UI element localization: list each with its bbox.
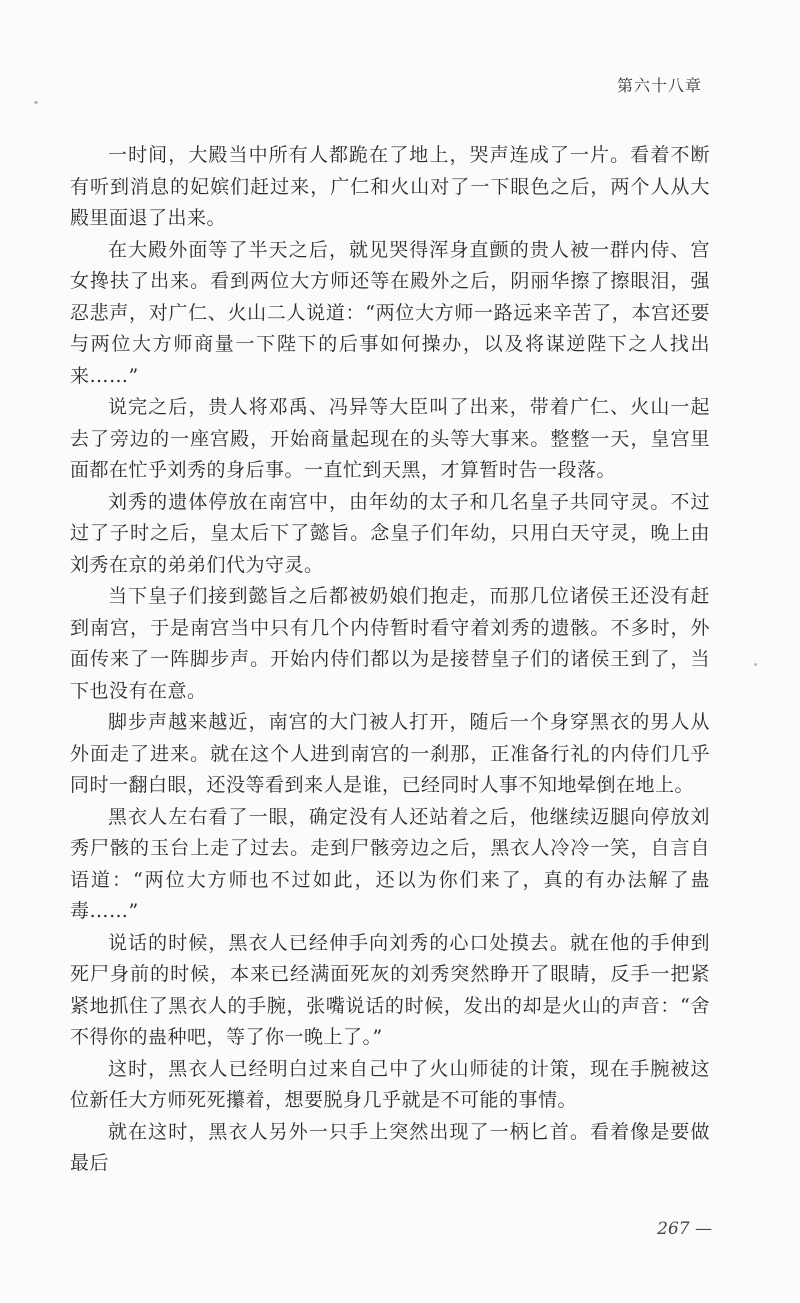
body-text — [70, 140, 710, 1180]
paragraph: 说完之后，贵人将邓禹、冯异等大臣叫了出来，带着广仁、火山一起去了旁边的一座宫殿，开始商量起现在的头等大事来。整整一天，皇宫里面都在忙乎刘秀的身后事。一直忙到天黑，才算暂时告一段落。 — [70, 396, 710, 481]
scan-speck — [754, 663, 757, 666]
paragraph: 脚步声越来越近，南宫的大门被人打开，随后一个身穿黑衣的男人从外面走了进来。就在这个人进到南宫的一刹那，正准备行礼的内侍们几乎同时一翻白眼，还没等看到来人是谁，已经同时人事不知地晕倒在地上。 — [70, 711, 710, 796]
page-footer — [657, 1219, 712, 1239]
paragraph: 这时，黑衣人已经明白过来自己中了火山师徒的计策，现在手腕被这位新任大方师死死攥着，想要脱身几乎就是不可能的事情。 — [70, 1057, 710, 1111]
paragraph: 刘秀的遗体停放在南宫中，由年幼的太子和几名皇子共同守灵。不过过了子时之后，皇太后下了懿旨。念皇子们年幼，只用白天守灵，晚上由刘秀在京的弟弟们代为守灵。 — [70, 490, 710, 576]
paragraph: 说话的时候，黑衣人已经伸手向刘秀的心口处摸去。就在他的手伸到死尸身前的时候，本来已经满面死灰的刘秀突然睁开了眼睛，反手一把紧紧地抓住了黑衣人的手腕，张嘴说话的时候，发出的却是火山的声音：“舍不得你的蛊种吧，等了你一晚上了。” — [70, 931, 710, 1048]
page-number-dash: — — [695, 1219, 712, 1239]
scan-speck — [34, 101, 38, 104]
paragraph: 就在这时，黑衣人另外一只手上突然出现了一柄匕首。看着像是要做最后 — [70, 1120, 710, 1174]
paragraph: 当下皇子们接到懿旨之后都被奶娘们抱走，而那几位诸侯王还没有赶到南宫，于是南宫当中只有几个内侍暂时看守着刘秀的遗骸。不多时，外面传来了一阵脚步声。开始内侍们都以为是接替皇子们的诸侯王到了，当下也没有在意。 — [70, 585, 710, 702]
paragraph: 一时间，大殿当中所有人都跪在了地上，哭声连成了一片。看着不断有听到消息的妃嫔们赶过来，广仁和火山对了一下眼色之后，两个人从大殿里面退了出来。 — [70, 144, 710, 229]
paragraph: 在大殿外面等了半天之后，就见哭得浑身直颤的贵人被一群内侍、宫女搀扶了出来。看到两位大方师还等在殿外之后，阴丽华擦了擦眼泪，强忍悲声，对广仁、火山二人说道：“两位大方师一路远来辛苦了，本宫还要与两位大方师商量一下陛下的后事如何操办，以及将谋逆陛下之人找出来……” — [70, 238, 710, 387]
paragraph: 黑衣人左右看了一眼，确定没有人还站着之后，他继续迈腿向停放刘秀尸骸的玉台上走了过去。走到尸骸旁边之后，黑衣人冷冷一笑，自言自语道：“两位大方师也不过如此，还以为你们来了，真的有办法解了蛊毒……” — [70, 805, 710, 922]
page-number: 267 — [657, 1219, 690, 1239]
chapter-header: 第六十八章 — [616, 76, 702, 95]
